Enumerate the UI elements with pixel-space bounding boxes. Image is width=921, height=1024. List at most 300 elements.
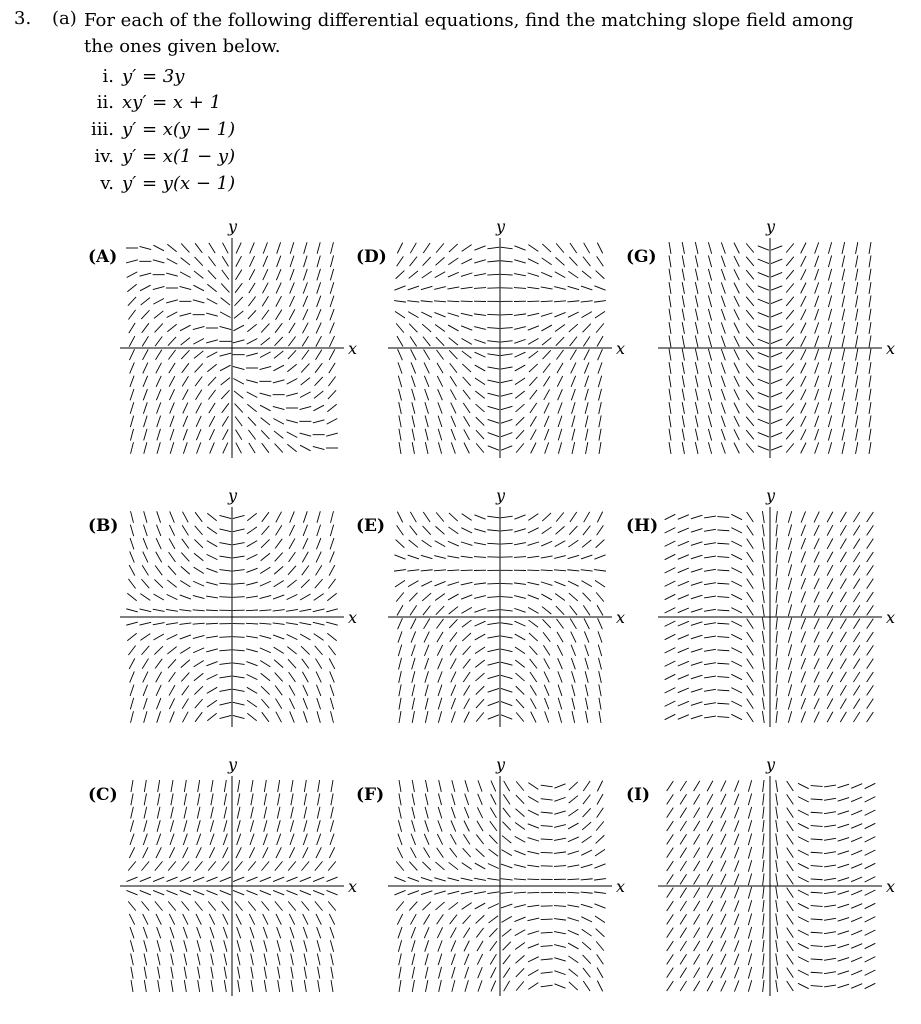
- slope-mark: [801, 443, 806, 454]
- slope-mark: [599, 711, 601, 723]
- slope-mark: [131, 967, 133, 979]
- slope-mark: [448, 878, 460, 881]
- slope-mark: [748, 967, 751, 979]
- slope-mark: [263, 914, 268, 925]
- slope-mark: [275, 539, 282, 549]
- slope-mark: [865, 850, 876, 855]
- slope-mark: [436, 862, 445, 870]
- slope-mark: [582, 822, 591, 830]
- slope-mark: [209, 403, 215, 413]
- slope-mark: [168, 659, 176, 668]
- slope-mark: [303, 685, 308, 696]
- slope-mark: [869, 442, 871, 454]
- slope-mark: [233, 340, 245, 343]
- slope-mark: [131, 953, 134, 965]
- slope-mark: [763, 793, 764, 805]
- slope-mark: [842, 309, 845, 321]
- slope-mark: [316, 565, 322, 575]
- slope-mark: [801, 389, 806, 400]
- slope-mark: [669, 335, 671, 347]
- slope-mark: [130, 698, 133, 710]
- slope-mark: [209, 416, 215, 427]
- slope-mark: [824, 825, 836, 827]
- slope-mark: [788, 618, 791, 630]
- slope-mark: [412, 820, 416, 831]
- slope-mark: [408, 891, 419, 895]
- slope-mark: [514, 288, 526, 289]
- slope-mark: [328, 861, 336, 870]
- slope-mark: [476, 430, 484, 439]
- slope-mark: [748, 794, 751, 806]
- slope-mark: [516, 430, 524, 439]
- slope-mark: [853, 539, 859, 549]
- slope-mark: [682, 282, 684, 294]
- slope-mark: [399, 658, 402, 670]
- slope-mark: [131, 780, 133, 792]
- slope-mark: [314, 634, 324, 641]
- slope-mark: [421, 877, 432, 881]
- slope-mark: [557, 645, 562, 656]
- slope-mark: [487, 367, 499, 369]
- slope-mark: [569, 257, 577, 266]
- slope-mark: [514, 314, 526, 316]
- slope-mark: [516, 795, 524, 804]
- slope-mark: [474, 274, 486, 276]
- slope-mark: [707, 941, 713, 952]
- slope-mark: [250, 820, 253, 832]
- slope-mark: [491, 781, 496, 792]
- slope-mark: [787, 968, 794, 978]
- slope-mark: [261, 901, 269, 910]
- slope-mark: [304, 967, 306, 979]
- slope-mark: [528, 528, 539, 533]
- slope-mark: [301, 364, 309, 373]
- slope-mark: [260, 567, 270, 573]
- slope-mark: [856, 309, 858, 321]
- slope-mark: [182, 363, 189, 373]
- slope-mark: [410, 243, 416, 253]
- slope-mark: [694, 781, 700, 791]
- slope-mark: [514, 879, 526, 880]
- slope-mark: [516, 781, 524, 790]
- slope-mark: [788, 578, 791, 590]
- slope-mark: [425, 685, 428, 697]
- slope-mark: [786, 243, 794, 252]
- slope-mark: [206, 623, 218, 624]
- slope-mark: [436, 606, 444, 615]
- slope-mark: [273, 635, 284, 639]
- slope-mark: [762, 511, 764, 523]
- slope-mark: [501, 516, 513, 518]
- slope-mark: [464, 416, 470, 426]
- slope-mark: [438, 794, 441, 806]
- slope-mark: [130, 416, 133, 428]
- slope-mark: [815, 322, 819, 333]
- slope-mark: [734, 269, 739, 280]
- slope-mark: [423, 512, 430, 522]
- slope-mark: [399, 415, 401, 427]
- slope-mark: [330, 940, 333, 952]
- slope-mark: [568, 918, 579, 922]
- slope-mark: [451, 820, 456, 831]
- slope-mark: [249, 256, 254, 267]
- slope-mark: [331, 780, 333, 792]
- slope-mark: [667, 928, 674, 938]
- field-label: (H): [626, 516, 659, 536]
- slope-mark: [828, 322, 831, 334]
- slope-mark: [425, 954, 428, 966]
- slope-mark: [572, 416, 575, 428]
- slope-mark: [691, 702, 702, 706]
- slope-mark: [412, 389, 415, 401]
- slope-mark: [329, 565, 335, 576]
- slope-mark: [247, 527, 257, 534]
- slope-mark: [224, 780, 226, 792]
- slope-mark: [144, 953, 147, 965]
- slope-mark: [682, 242, 684, 254]
- slope-mark: [583, 324, 591, 333]
- slope-mark: [461, 878, 473, 881]
- slope-mark: [771, 246, 782, 250]
- slope-mark: [462, 245, 472, 252]
- slope-mark: [233, 325, 244, 331]
- slope-mark: [395, 580, 405, 587]
- slope-mark: [707, 794, 713, 805]
- slope-mark: [503, 794, 510, 804]
- slope-mark: [157, 807, 160, 819]
- slope-mark: [448, 325, 458, 331]
- slope-mark: [233, 556, 245, 558]
- slope-mark: [211, 980, 213, 992]
- slope-mark: [694, 981, 700, 991]
- slope-mark: [399, 953, 402, 965]
- slope-mark: [488, 688, 499, 692]
- slope-mark: [303, 309, 308, 320]
- slope-mark: [827, 685, 833, 696]
- slope-mark: [143, 685, 147, 696]
- slope-mark: [184, 967, 186, 979]
- slope-mark: [840, 632, 846, 642]
- slope-mark: [721, 242, 725, 253]
- slope-mark: [167, 634, 178, 639]
- slope-mark: [527, 918, 539, 921]
- slope-mark: [436, 243, 444, 252]
- slope-mark: [260, 405, 271, 411]
- slope-mark: [763, 980, 764, 992]
- slope-mark: [856, 282, 858, 294]
- slope-mark: [541, 799, 553, 800]
- slope-mark: [568, 581, 579, 586]
- slope-mark: [529, 646, 537, 655]
- slope-mark: [771, 272, 782, 276]
- slope-mark: [300, 392, 311, 398]
- slope-mark: [425, 389, 429, 400]
- slope-mark: [514, 850, 525, 854]
- slope-mark: [130, 429, 133, 441]
- slope-mark: [776, 604, 777, 616]
- slope-mark: [824, 852, 836, 854]
- slope-mark: [210, 940, 213, 952]
- slope-mark: [182, 376, 188, 386]
- slope-mark: [317, 269, 321, 280]
- slope-mark: [434, 570, 446, 571]
- slope-mark: [516, 955, 525, 963]
- slope-mark: [303, 847, 308, 858]
- slope-mark: [209, 429, 214, 440]
- slope-mark: [450, 363, 457, 373]
- slope-mark: [682, 362, 684, 374]
- slope-mark: [708, 336, 711, 348]
- slope-mark: [597, 981, 602, 992]
- slope-mark: [155, 324, 163, 333]
- slope-mark: [787, 781, 794, 791]
- slope-mark: [412, 671, 415, 683]
- slope-mark: [488, 433, 499, 437]
- slope-mark: [476, 673, 485, 681]
- slope-mark: [865, 917, 876, 922]
- slope-mark: [869, 295, 871, 307]
- slope-mark: [330, 834, 334, 845]
- slope-mark: [208, 901, 216, 910]
- slope-mark: [827, 698, 833, 709]
- slope-mark: [304, 980, 306, 992]
- slope-mark: [865, 903, 876, 908]
- slope-mark: [776, 591, 777, 603]
- slope-field-f: [356, 755, 625, 996]
- slope-mark: [828, 416, 831, 428]
- slope-mark: [423, 606, 430, 615]
- slope-mark: [143, 914, 148, 925]
- slope-mark: [572, 671, 576, 682]
- slope-mark: [220, 890, 231, 894]
- slope-mark: [734, 900, 738, 911]
- slope-mark: [707, 914, 713, 925]
- slope-mark: [166, 623, 178, 625]
- slope-mark: [223, 914, 228, 925]
- slope-mark: [541, 582, 552, 586]
- slope-mark: [491, 967, 496, 978]
- slope-mark: [169, 389, 174, 400]
- slope-mark: [598, 645, 601, 656]
- slope-mark: [814, 538, 819, 549]
- slope-mark: [801, 416, 806, 427]
- slope-mark: [555, 593, 565, 600]
- slope-mark: [541, 301, 553, 302]
- slope-mark: [276, 914, 281, 925]
- slope-mark: [425, 807, 428, 819]
- slope-mark: [330, 525, 333, 537]
- slope-mark: [515, 634, 525, 640]
- slope-mark: [140, 634, 150, 641]
- slope-mark: [501, 393, 513, 396]
- slope-mark: [450, 658, 456, 668]
- slope-mark: [758, 352, 769, 356]
- slope-mark: [153, 594, 163, 600]
- slope-mark: [501, 314, 513, 315]
- slope-mark: [776, 524, 777, 536]
- slope-mark: [233, 637, 245, 638]
- slope-mark: [776, 511, 777, 523]
- slope-mark: [318, 967, 320, 979]
- slope-mark: [734, 834, 738, 845]
- slope-mark: [669, 375, 671, 387]
- slope-mark: [180, 286, 192, 289]
- slope-mark: [194, 567, 204, 573]
- slope-mark: [771, 352, 782, 356]
- slope-mark: [556, 350, 563, 360]
- slope-mark: [541, 272, 552, 277]
- slope-mark: [194, 686, 203, 694]
- slope-mark: [758, 272, 769, 276]
- slope-mark: [814, 632, 819, 643]
- slope-mark: [734, 243, 739, 254]
- slope-mark: [599, 658, 602, 670]
- slope-mark: [394, 286, 405, 290]
- slope-mark: [704, 596, 716, 598]
- slope-mark: [461, 542, 472, 546]
- slope-mark: [811, 946, 823, 947]
- slope-mark: [238, 793, 240, 805]
- slope-mark: [541, 570, 553, 571]
- slope-mark: [396, 592, 404, 601]
- slope-mark: [721, 967, 726, 978]
- slope-mark: [487, 530, 499, 531]
- slope-mark: [554, 811, 566, 814]
- slope-mark: [824, 932, 836, 934]
- slope-mark: [143, 525, 147, 536]
- slope-mark: [667, 794, 674, 804]
- slope-mark: [275, 673, 283, 682]
- slope-mark: [516, 673, 525, 681]
- slope-mark: [811, 906, 823, 907]
- slope-mark: [452, 967, 455, 979]
- slope-mark: [541, 839, 553, 840]
- slope-mark: [731, 554, 742, 559]
- slope-mark: [763, 820, 764, 832]
- slope-mark: [222, 416, 228, 426]
- slope-mark: [246, 623, 258, 624]
- slope-mark: [234, 311, 243, 318]
- slope-mark: [222, 270, 229, 280]
- slope-mark: [840, 699, 846, 709]
- slope-mark: [667, 848, 674, 858]
- slope-mark: [315, 646, 323, 655]
- x-axis-label: x: [616, 608, 626, 627]
- slope-mark: [412, 684, 415, 696]
- slope-mark: [235, 404, 243, 413]
- slope-mark: [758, 246, 769, 250]
- slope-mark: [181, 901, 189, 910]
- slope-mark: [286, 420, 298, 423]
- slope-mark: [170, 416, 174, 427]
- slope-mark: [762, 684, 764, 696]
- slope-mark: [220, 877, 231, 881]
- slope-mark: [542, 258, 552, 265]
- slope-mark: [544, 672, 549, 683]
- slope-mark: [330, 282, 334, 293]
- slope-mark: [867, 632, 874, 642]
- slope-mark: [328, 646, 335, 656]
- slope-mark: [207, 352, 218, 358]
- slope-mark: [827, 658, 833, 669]
- slope-mark: [842, 335, 845, 347]
- slope-mark: [815, 309, 819, 320]
- slope-mark: [669, 322, 671, 334]
- slope-mark: [395, 311, 405, 318]
- slope-mark: [771, 406, 782, 410]
- slope-mark: [708, 256, 711, 268]
- slope-mark: [776, 807, 778, 819]
- slope-mark: [411, 645, 415, 656]
- slope-mark: [801, 243, 806, 254]
- slope-mark: [704, 649, 716, 651]
- slope-mark: [156, 552, 162, 562]
- slope-mark: [528, 514, 538, 521]
- slope-mark: [707, 807, 713, 818]
- slope-mark: [489, 928, 497, 937]
- slope-mark: [721, 781, 726, 792]
- slope-mark: [438, 820, 442, 831]
- slope-mark: [527, 313, 539, 316]
- slope-mark: [448, 272, 459, 277]
- slope-mark: [771, 339, 782, 343]
- slope-mark: [704, 529, 716, 531]
- slope-mark: [717, 677, 729, 678]
- slope-mark: [704, 689, 716, 691]
- slope-mark: [300, 890, 311, 894]
- slope-mark: [167, 647, 176, 654]
- slope-mark: [130, 927, 134, 938]
- slope-mark: [438, 429, 442, 440]
- slope-mark: [598, 618, 603, 629]
- slope-mark: [421, 891, 432, 895]
- slope-mark: [223, 443, 228, 454]
- slope-mark: [569, 969, 578, 977]
- slope-mark: [568, 809, 578, 816]
- slope-mark: [396, 323, 404, 332]
- slope-mark: [398, 834, 402, 845]
- slope-mark: [302, 336, 308, 346]
- slope-mark: [669, 429, 671, 441]
- slope-mark: [695, 415, 698, 427]
- slope-mark: [326, 433, 338, 436]
- slope-mark: [157, 820, 160, 832]
- slope-mark: [436, 526, 445, 534]
- slope-mark: [717, 637, 729, 638]
- slope-mark: [195, 243, 202, 253]
- slope-mark: [301, 378, 310, 385]
- slope-mark: [169, 672, 176, 682]
- slope-mark: [463, 646, 471, 655]
- slope-mark: [680, 874, 686, 884]
- slope-mark: [787, 914, 794, 924]
- slope-mark: [196, 847, 201, 858]
- slope-mark: [695, 429, 698, 441]
- slope-mark: [584, 618, 589, 629]
- slope-mark: [248, 430, 255, 440]
- slope-mark: [501, 446, 512, 450]
- slope-mark: [224, 980, 226, 992]
- x-axis-label: x: [886, 877, 896, 896]
- slope-mark: [474, 314, 486, 316]
- slope-mark: [329, 349, 335, 360]
- slope-mark: [143, 672, 148, 683]
- slope-mark: [487, 878, 499, 880]
- slope-mark: [287, 634, 298, 639]
- slope-mark: [425, 967, 428, 979]
- slope-mark: [570, 337, 577, 346]
- slope-mark: [448, 594, 458, 600]
